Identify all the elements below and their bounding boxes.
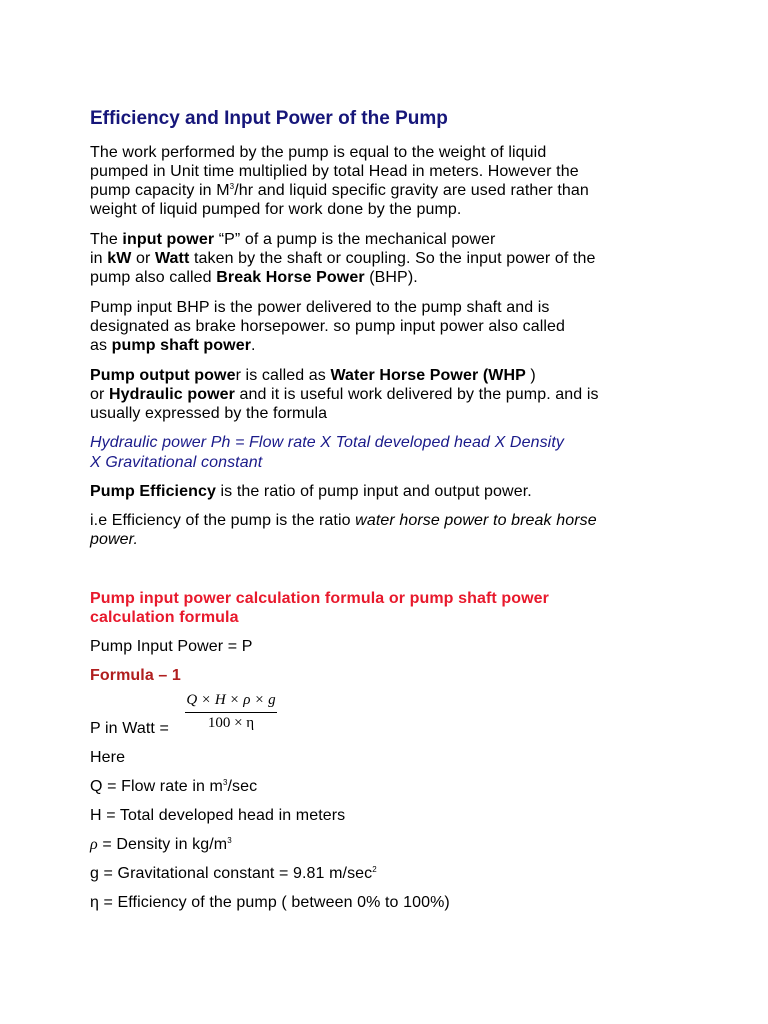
hydraulic-formula-line1: Hydraulic power Ph = Flow rate X Total developed head X Density — [90, 434, 564, 451]
para3-line3: as pump shaft power. — [90, 337, 256, 354]
formula1-label: Formula – 1 — [90, 667, 181, 684]
formula-denominator: 100 × η — [207, 715, 255, 731]
formula-numerator: Q × H × ρ × g — [186, 692, 276, 708]
def-efficiency: η = Efficiency of the pump ( between 0% to 100%) — [90, 894, 450, 911]
section-heading-line1: Pump input power calculation formula or pump shaft power — [90, 590, 549, 607]
para4-line3: usually expressed by the formula — [90, 405, 328, 422]
para3-line1: Pump input BHP is the power delivered to the pump shaft and is — [90, 299, 550, 316]
def-gravity: g = Gravitational constant = 9.81 $m/\sec^2$ — [90, 865, 377, 882]
def-flow-rate: Q = Flow rate in $m^3/\sec$ — [90, 778, 258, 795]
para1-line1: The work performed by the pump is equal to the weight of liquid — [90, 144, 547, 161]
para1-line3: pump capacity in $M^3/hr$ and liquid specific gravity are used rather than — [90, 182, 589, 199]
para1-line4: weight of liquid pumped for work done by the pump. — [90, 201, 462, 218]
page-title: Efficiency and Input Power of the Pump — [90, 108, 448, 129]
para2-line1: The input power “P” of a pump is the mechanical power — [90, 231, 496, 248]
hydraulic-formula-line2: X Gravitational constant — [90, 454, 263, 471]
para6-line2: power. — [90, 531, 139, 548]
formula-lhs: P in Watt = — [90, 720, 169, 737]
input-power-label: Pump Input Power = P — [90, 638, 253, 655]
para6-line1: i.e Efficiency of the pump is the ratio water horse power to break horse — [90, 512, 597, 529]
para2-line2: in kW or Watt taken by the shaft or coupling. So the input power of the — [90, 250, 596, 267]
para4-line2: or Hydraulic power and it is useful work delivered by the pump. and is — [90, 386, 599, 403]
para1-line2: pumped in Unit time multiplied by total Head in meters. However the — [90, 163, 579, 180]
para3-line2: designated as brake horsepower. so pump input power also called — [90, 318, 566, 335]
fraction-bar — [185, 712, 277, 713]
def-head: H = Total developed head in meters — [90, 807, 346, 824]
section-heading-line2: calculation formula — [90, 609, 239, 626]
efficiency-definition: Pump Efficiency is the ratio of pump input and output power. — [90, 483, 532, 500]
def-density: ρ = Density in $kg/m^3$ — [90, 836, 232, 853]
para2-line3: pump also called Break Horse Power (BHP). — [90, 269, 418, 286]
rho-symbol: ρ — [90, 836, 98, 853]
here-label: Here — [90, 749, 126, 766]
power-formula-fraction — [185, 692, 277, 732]
para4-line1: Pump output power is called as Water Horse Power (WHP ) — [90, 367, 536, 384]
